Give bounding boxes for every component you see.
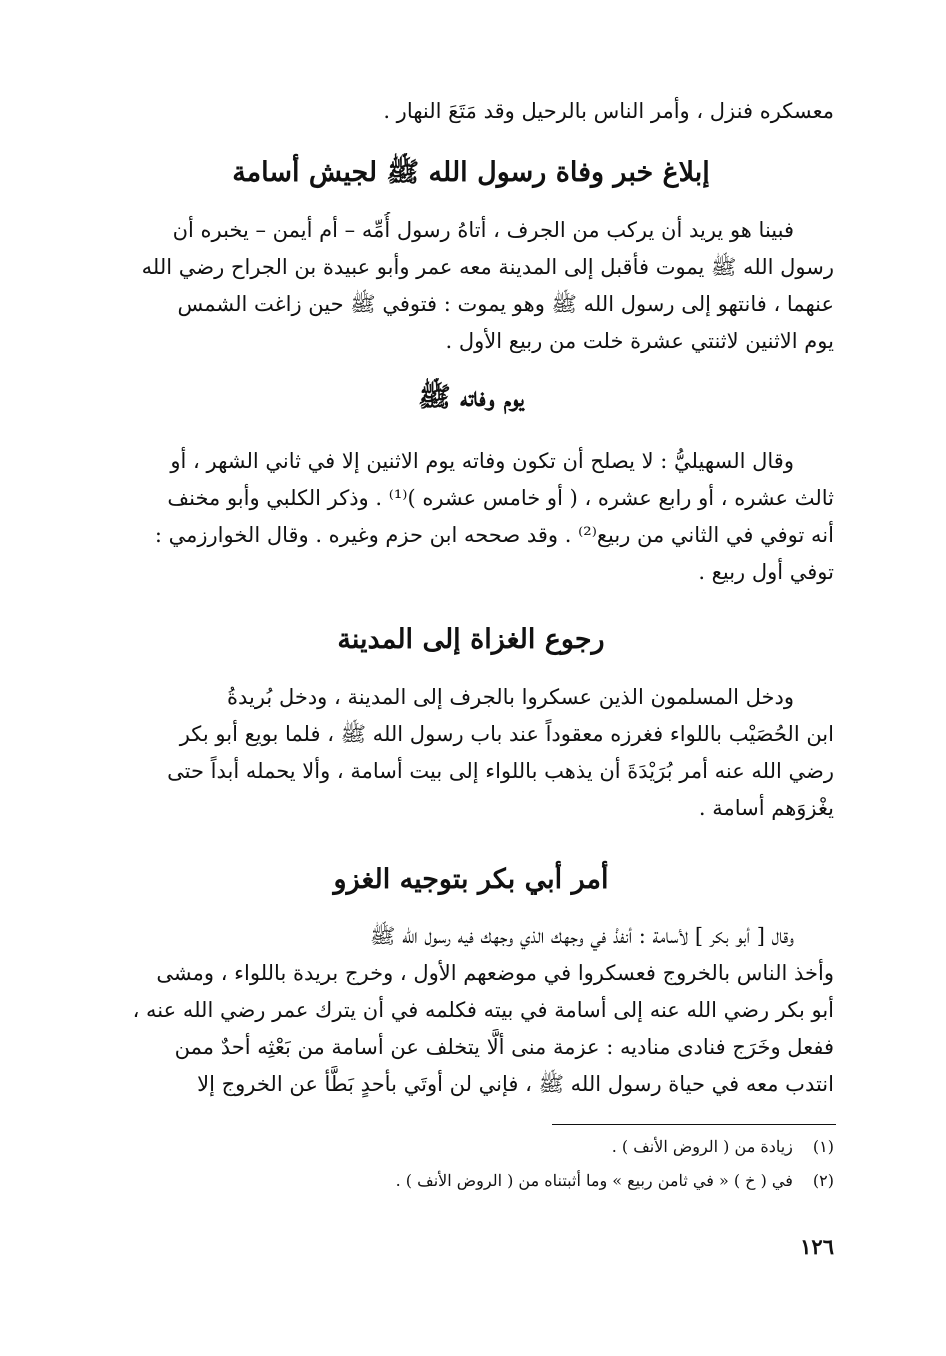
section-paragraph-3 — [108, 679, 834, 827]
text-line: يغْزوَهم أسامة . — [698, 796, 834, 820]
text-line: فبينا هو يريد أن يركب من الجرف ، أتاهُ رسول أُمِّه – أم أيمن – يخبره أن — [172, 218, 794, 242]
text-line: ثالث عشره ، أو رابع عشره ، ( أو خامس عشره )⁽¹⁾ . وذكر الكلبي وأبو مخنف — [167, 486, 834, 510]
text-line: رسول الله ﷺ يموت فأقبل إلى المدينة معه عمر وأبو عبيدة بن الجراح رضي الله — [141, 255, 834, 279]
text-line: أبو بكر رضي الله عنه إلى أسامة في بيته فكلمه في أن يترك عمر رضي الله عنه ، — [132, 998, 834, 1022]
text-line: رضي الله عنه أمر بُرَيْدَةَ أن يذهب باللواء إلى بيت أسامة ، وألا يحمله أبداً حتى — [167, 759, 834, 783]
footnotes — [108, 1130, 834, 1198]
section-paragraph-4 — [108, 918, 834, 1103]
footnote-number: (٢) — [812, 1171, 834, 1190]
page-number: ١٢٦ — [800, 1234, 834, 1259]
text-line: توفي أول ربيع . — [698, 560, 834, 584]
intro-paragraph — [108, 93, 834, 130]
section-paragraph-1 — [108, 212, 834, 360]
text-line: وقال [ أبو بكر ] لأسامة : أنفذْ في وجهك الذي وجهك فيه رسول الله ﷺ — [369, 924, 794, 948]
section-heading-4: أمر أبي بكر بتوجيه الغزو — [333, 864, 609, 895]
section-paragraph-2 — [108, 443, 834, 591]
section-heading-2: يوم وفاته ﷺ — [418, 382, 524, 413]
text-line: أنه توفي في الثاني من ربيع⁽²⁾ . وقد صححه ابن حزم وغيره . وقال الخوارزمي : — [154, 523, 834, 547]
footnote-number: (١) — [812, 1137, 834, 1156]
footnote-text: في ( خ ) « في ثامن ربيع » وما أثبتناه من ( الروض الأنف ) . — [395, 1171, 793, 1190]
section-heading-1: إبلاغ خبر وفاة رسول الله ﷺ لجيش أسامة — [232, 157, 710, 188]
footnote-2 — [108, 1164, 834, 1198]
text-line: يوم الاثنين لاثنتي عشرة خلت من ربيع الأول . — [445, 329, 834, 353]
text-line: معسكره فنزل ، وأمر الناس بالرحيل وقد مَتَعَ النهار . — [383, 99, 834, 123]
text-line: ودخل المسلمون الذين عسكروا بالجرف إلى المدينة ، ودخل بُريدةُ — [226, 685, 794, 709]
footnote-divider — [552, 1124, 836, 1125]
footnote-1 — [108, 1130, 834, 1164]
text-line: ففعل وخَرَج فنادى مناديه : عزمة منى ألَّا يتخلف عن أسامة من بَعْثِه أحدٌ ممن — [174, 1035, 834, 1059]
text-line: ابن الحُصَيْب باللواء فغرزه معقوداً عند باب رسول الله ﷺ ، فلما بويع أبو بكر — [179, 722, 834, 746]
section-heading-3: رجوع الغزاة إلى المدينة — [337, 624, 605, 655]
text-line: وأخذ الناس بالخروج فعسكروا في موضعهم الأول ، وخرج بريدة باللواء ، ومشى — [156, 961, 834, 985]
text-line: وقال السهيليُّ : لا يصلح أن تكون وفاته يوم الاثنين إلا في ثاني الشهر ، أو — [170, 449, 794, 473]
text-line: عنهما ، فانتهو إلى رسول الله ﷺ وهو يموت : فتوفي ﷺ حين زاغت الشمس — [177, 292, 834, 316]
footnote-text: زيادة من ( الروض الأنف ) . — [611, 1137, 793, 1156]
text-line: انتدب معه في حياة رسول الله ﷺ ، فإني لن أوتَي بأحدٍ بَطَّأ عن الخروج إلا — [197, 1072, 834, 1096]
